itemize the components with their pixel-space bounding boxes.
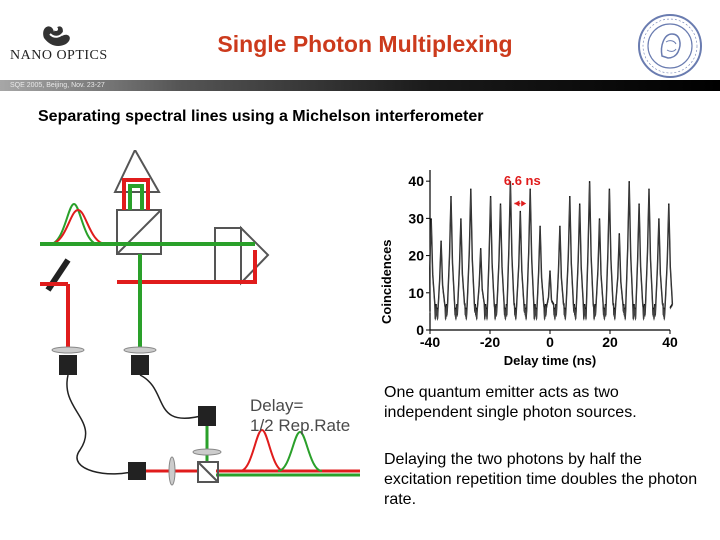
- delay-label: [250, 396, 350, 436]
- page-title: Single Photon Multiplexing: [217, 31, 513, 57]
- university-seal-icon: [636, 12, 704, 80]
- slide-subtitle: Separating spectral lines using a Michelson interferometer: [38, 108, 484, 125]
- paragraph-2: Delaying the two photons by half the excitation repetition time doubles the photon rate.: [384, 451, 698, 508]
- fiber-icon: [140, 375, 205, 418]
- annotation-arrowhead-right: [521, 200, 526, 206]
- fiber-coupler-icon: [131, 355, 149, 375]
- input-pulses-icon: [50, 204, 106, 244]
- data-series-line-noise: [430, 183, 673, 321]
- delay-line2: 1/2 Rep.Rate: [250, 416, 351, 435]
- conference-label: SQE 2005, Beijing, Nov. 23-27: [10, 82, 105, 89]
- y-tick-label: 20: [408, 247, 424, 264]
- fiber-coupler-icon: [128, 462, 146, 480]
- y-tick-label: 40: [408, 173, 424, 190]
- lens-icon: [193, 449, 221, 455]
- y-tick-label: 10: [408, 284, 424, 301]
- right-prism-icon: [215, 228, 268, 283]
- annotation-arrowhead-left: [514, 200, 519, 206]
- interferometer-diagram: [20, 150, 380, 520]
- y-tick-label: 0: [416, 322, 424, 338]
- y-tick-label: 30: [408, 210, 424, 227]
- x-tick-label: 0: [546, 334, 554, 350]
- output-pulses-icon: [240, 430, 322, 471]
- lens-icon: [52, 347, 84, 353]
- lens-icon: [124, 347, 156, 353]
- output-beam-splitter-icon: [198, 462, 218, 482]
- x-tick-label: 40: [662, 334, 678, 350]
- header-bar: [0, 80, 720, 91]
- x-tick-label: -20: [479, 334, 501, 350]
- logo-text: NANO OPTICS: [10, 48, 108, 63]
- fiber-coupler-icon: [59, 355, 77, 375]
- fiber-icon: [67, 375, 138, 474]
- lens-icon: [169, 457, 175, 485]
- beam-splitter-icon: [117, 210, 161, 254]
- y-axis-label: Coincidences: [379, 239, 394, 324]
- fiber-coupler-icon: [198, 406, 216, 426]
- paragraph-1: One quantum emitter acts as two independent single photon sources.: [384, 384, 637, 421]
- coincidence-chart: [375, 150, 695, 370]
- x-axis-label: Delay time (ns): [503, 353, 597, 368]
- delay-line1: Delay=: [250, 396, 304, 415]
- x-tick-label: 20: [602, 334, 618, 350]
- x-tick-label: -40: [419, 334, 441, 350]
- annotation-label: 6.6 ns: [503, 173, 541, 189]
